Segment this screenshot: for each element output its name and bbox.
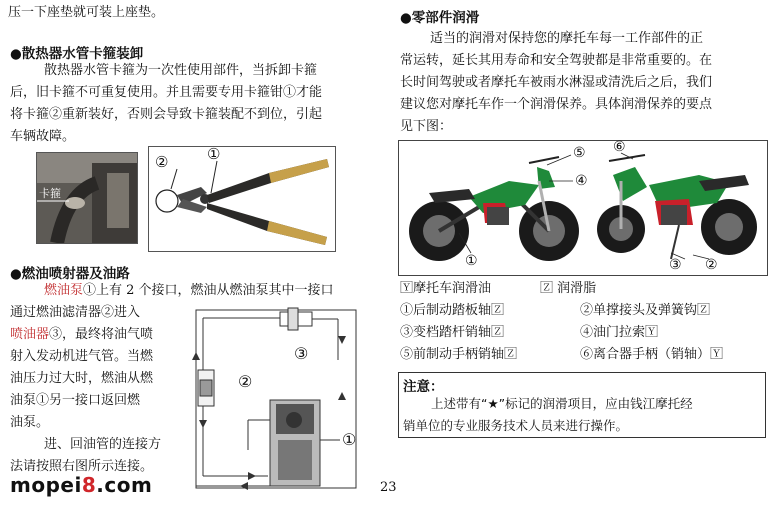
injector-term: 喷油器: [10, 327, 50, 342]
clamp-photo: [36, 152, 138, 244]
diagram-marker-3: ③: [294, 344, 309, 363]
page-number: 23: [380, 480, 397, 495]
photo-marker-5: ⑤: [573, 145, 586, 161]
fuel-pump-term: 燃油泵: [44, 283, 84, 298]
clamp-label: 卡箍: [39, 187, 61, 200]
diagram-marker-2: ②: [238, 372, 253, 391]
lube-line-4: 建议您对摩托车作一个润滑保养。具体润滑保养的要点: [400, 97, 713, 112]
pliers-marker-2: ②: [155, 153, 169, 171]
photo-marker-6: ⑥: [613, 139, 626, 155]
lube-line-2: 常运转，延长其用寿命和安全驾驶都是非常重要的。在: [400, 53, 713, 68]
clamp-line-1: 散热器水管卡箍为一次性使用部件，当拆卸卡箍: [44, 63, 318, 78]
fuel-line-diagram: [188, 300, 368, 492]
motorcycle-photo: [398, 140, 768, 276]
injector-line-5: 油压力过大时，燃油从燃: [10, 371, 154, 386]
legend-item-6: ⑥离合器手柄（销轴）🅈: [580, 347, 724, 362]
injector-line-3: 喷油器③，最终将油气喷: [10, 327, 154, 342]
photo-marker-2: ②: [705, 257, 718, 273]
legend-item-3: ③变档踏杆销轴🅉: [400, 325, 505, 340]
pliers-marker-1: ①: [207, 145, 221, 163]
clamp-heading: ●散热器水管卡箍装卸: [10, 46, 144, 62]
legend-item-1: ①后制动踏板轴🅉: [400, 303, 505, 318]
note-line-1: 上述带有“★”标记的润滑项目，应由钱江摩托经: [431, 396, 693, 411]
injector-line-8: 进、回油管的连接方: [44, 437, 162, 452]
photo-marker-3: ③: [669, 257, 682, 273]
legend-item-5: ⑤前制动手柄销轴🅉: [400, 347, 518, 362]
lube-heading: ●零部件润滑: [400, 10, 480, 26]
note-box: [398, 372, 766, 438]
legend-item-4: ④油门拉索🅈: [580, 325, 659, 340]
clamp-pliers-figure: [148, 146, 336, 252]
injector-line-4: 射入发动机进气管。当燃: [10, 349, 154, 364]
injector-line-7: 油泵。: [10, 415, 50, 430]
watermark: mopei8.com: [10, 473, 153, 497]
clamp-line-3: 将卡箍②重新装好，否则会导致卡箍装配不到位，引起: [10, 107, 323, 122]
photo-marker-4: ④: [575, 173, 588, 189]
injector-line-2: 通过燃油滤清器②进入: [10, 305, 141, 320]
note-title: 注意：: [403, 379, 444, 395]
injector-line-1: 燃油泵①上有 2 个接口，燃油从燃油泵其中一接口: [44, 283, 334, 298]
legend-item-2: ②单撑接头及弹簧钩🅉: [580, 303, 711, 318]
note-line-2: 销单位的专业服务技术人员来进行操作。: [403, 418, 629, 433]
lube-line-1: 适当的润滑对保持您的摩托车每一工作部件的正: [430, 31, 704, 46]
diagram-marker-1: ①: [342, 430, 357, 449]
injector-line-9: 法请按照右图所示连接。: [10, 459, 154, 474]
legend-grease: 🅉 润滑脂: [540, 281, 597, 296]
injector-heading: ●燃油喷射器及油路: [10, 266, 130, 282]
legend-oil: 🅈摩托车润滑油: [400, 281, 492, 296]
clamp-line-2: 后，旧卡箍不可重复使用。并且需要专用卡箍钳①才能: [10, 85, 323, 100]
photo-marker-1: ①: [465, 253, 478, 269]
clamp-line-4: 车辆故障。: [10, 129, 76, 144]
lube-line-3: 长时间驾驶或者摩托车被雨水淋湿或清洗后之后，我们: [400, 75, 713, 90]
intro-line: 压一下座垫就可装上座垫。: [8, 5, 165, 20]
injector-line-6: 油泵①另一接口返回燃: [10, 393, 141, 408]
lube-line-5: 见下图：: [400, 119, 453, 134]
